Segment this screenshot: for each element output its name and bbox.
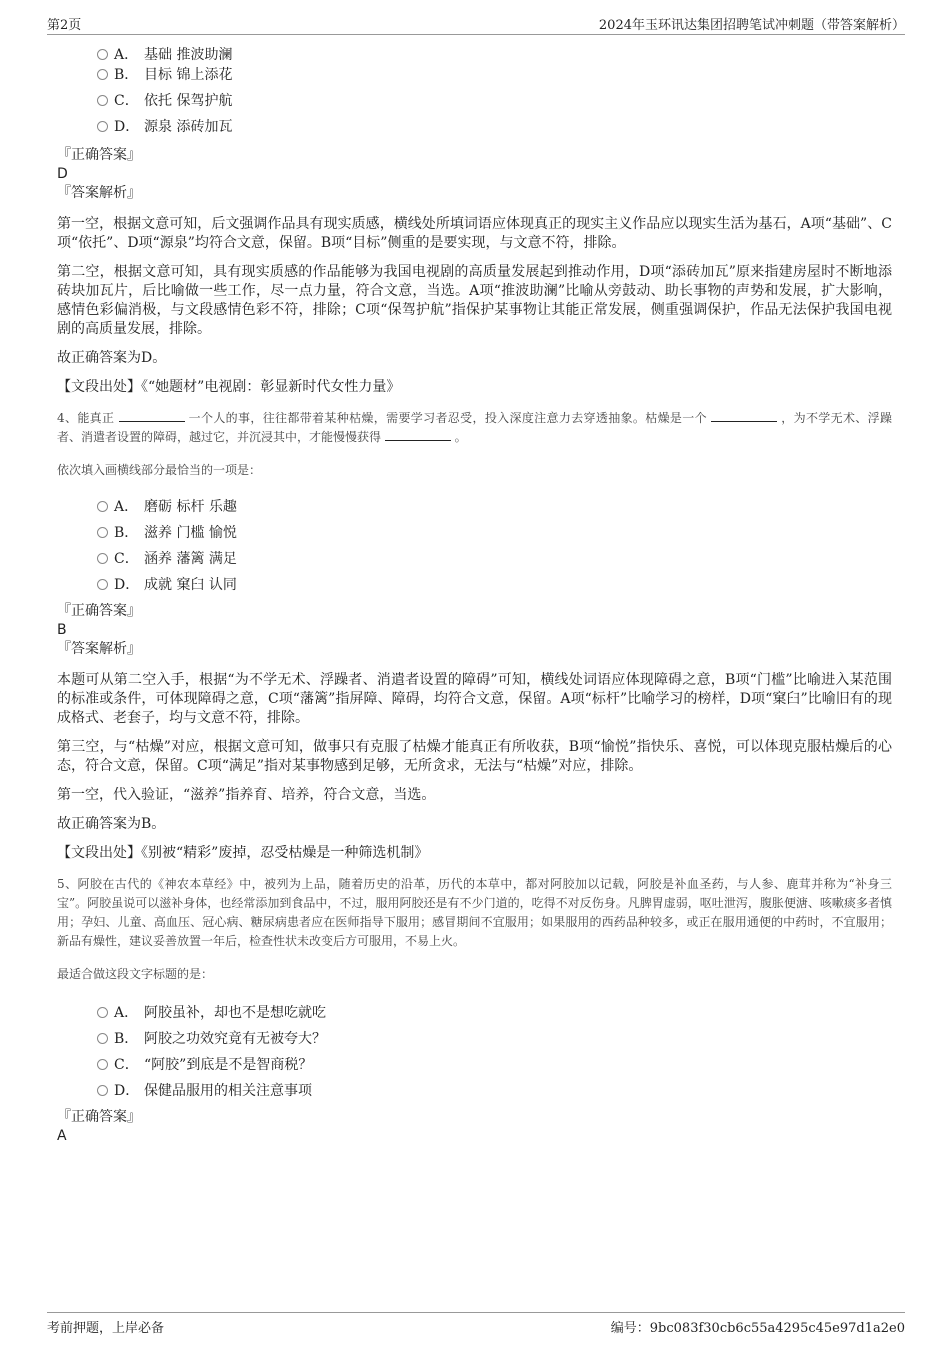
q3-option-d[interactable]: D． 源泉 添砖加瓦: [97, 114, 892, 140]
footer-slogan: 考前押题，上岸必备: [47, 1321, 165, 1336]
q3-option-a[interactable]: A． 基础 推波助澜: [97, 44, 892, 66]
q3-source: 【文段出处】《“她题材”电视剧：彰显新时代女性力量》: [57, 379, 401, 395]
q4-instruction: 依次填入画横线部分最恰当的一项是：: [57, 463, 262, 477]
q3-options: [97, 44, 892, 140]
q5-option-b[interactable]: B． 阿胶之功效究竟有无被夸大？: [97, 1026, 892, 1052]
radio-icon[interactable]: [97, 1033, 108, 1044]
radio-icon[interactable]: [97, 579, 108, 590]
document-title: 2024年玉环讯达集团招聘笔试冲刺题（带答案解析）: [598, 18, 905, 33]
page-number: 第2页: [47, 18, 82, 33]
answer-label: 『正确答案』: [57, 1109, 141, 1125]
q5-option-c[interactable]: C． “阿胶”到底是不是智商税？: [97, 1052, 892, 1078]
radio-icon[interactable]: [97, 1085, 108, 1096]
q4-analysis-p2: 第三空，与“枯燥”对应，根据文意可知，做事只有克服了枯燥才能真正有所收获，B项“愉悦”指快乐、喜悦，可以体现克服枯燥后的心态，符合文意，保留。C项“满足”指对某事物感到足够，无所贪求，无法与“枯燥”对应，排除。: [57, 739, 892, 774]
q4-options: [97, 494, 892, 598]
q5-answer: A: [57, 1128, 67, 1144]
blank-line: [711, 409, 777, 422]
page-footer: [47, 1312, 905, 1335]
radio-icon[interactable]: [97, 69, 108, 80]
q5-stem: 5、阿胶在古代的《神农本草经》中，被列为上品，随着历史的沿革，历代的本草中，都对阿胶加以记载，阿胶是补血圣药，与人参、鹿茸并称为“补身三宝”。阿胶虽说可以滋补身体，也经常添加到食品中，不过，服用阿胶还是有不少门道的，吃得不对反伤身。凡脾胃虚弱，呕吐泄泻，腹胀便溏、咳嗽痰多者慎用；孕妇、儿童、高血压、冠心病、糖尿病患者应在医师指导下服用；感冒期间不宜服用；如果服用的西药品种较多，或正在服用通便的中药时，不宜服用；新品有燥性，建议妥善放置一年后，检查性状未改变后方可服用，不易上火。: [57, 877, 892, 948]
q4-analysis-p3: 第一空，代入验证，“滋养”指养育、培养，符合文意，当选。: [57, 787, 436, 803]
q3-analysis-p2: 第二空，根据文意可知，具有现实质感的作品能够为我国电视剧的高质量发展起到推动作用，D项“添砖加瓦”原来指建房屋时不断地添砖块加瓦片，后比喻做一些工作，尽一点力量，符合文意，当选。A项“推波助澜”比喻从旁鼓动、助长事物的声势和发展，扩大影响，感情色彩偏消极，与文段感情色彩不符，排除；C项“保驾护航”指保护某事物让其能正常发展，侧重强调保护，作品无法保护我国电视剧的高质量发展，排除。: [57, 264, 892, 337]
q3-option-b[interactable]: B． 目标 锦上添花: [97, 66, 892, 88]
document-id: 编号：9bc083f30cb6c55a4295c45e97d1a2e0: [610, 1321, 905, 1336]
q4-source: 【文段出处】《别被“精彩”废掉，忍受枯燥是一种筛选机制》: [57, 845, 429, 861]
blank-line: [119, 409, 185, 422]
document-body: [57, 42, 892, 1146]
radio-icon[interactable]: [97, 553, 108, 564]
radio-icon[interactable]: [97, 1059, 108, 1070]
q4-option-b[interactable]: B． 滋养 门槛 愉悦: [97, 520, 892, 546]
q3-analysis-p1: 第一空，根据文意可知，后文强调作品具有现实质感，横线处所填词语应体现真正的现实主义作品应以现实生活为基石，A项“基础”、C项“依托”、D项“源泉”均符合文意，保留。B项“目标”侧重的是要实现，与文意不符，排除。: [57, 216, 892, 251]
answer-label: 『正确答案』: [57, 603, 141, 619]
radio-icon[interactable]: [97, 1007, 108, 1018]
q4-stem: 4、能真正 一个人的事，往往都带着某种枯燥，需要学习者忍受，投入深度注意力去穿透抽象。枯燥是一个 ，为不学无术、浮躁者、消遣者设置的障碍，越过它，并沉浸其中，才能慢慢获得 。: [57, 411, 892, 444]
q5-options: [97, 1000, 892, 1104]
radio-icon[interactable]: [97, 121, 108, 132]
q3-analysis-p3: 故正确答案为D。: [57, 350, 167, 366]
q4-option-d[interactable]: D． 成就 窠臼 认同: [97, 572, 892, 598]
q4-option-a[interactable]: A． 磨砺 标杆 乐趣: [97, 494, 892, 520]
q3-option-c[interactable]: C． 依托 保驾护航: [97, 88, 892, 114]
q4-answer: B: [57, 622, 67, 638]
radio-icon[interactable]: [97, 501, 108, 512]
q5-instruction: 最适合做这段文字标题的是：: [57, 967, 214, 981]
q3-answer: D: [57, 166, 68, 182]
page-header: [47, 14, 905, 35]
analysis-label: 『答案解析』: [57, 641, 141, 657]
blank-line: [385, 428, 451, 441]
q4-analysis-p1: 本题可从第二空入手，根据“为不学无术、浮躁者、消遣者设置的障碍”可知，横线处词语应体现障碍之意，B项“门槛”比喻进入某范围的标准或条件，可体现障碍之意，C项“藩篱”指屏障、障碍，均符合文意，保留。A项“标杆”比喻学习的榜样，D项“窠臼”比喻旧有的现成格式、老套子，均与文意不符，排除。: [57, 672, 892, 726]
q4-analysis-p4: 故正确答案为B。: [57, 816, 166, 832]
radio-icon[interactable]: [97, 49, 108, 60]
answer-label: 『正确答案』: [57, 147, 141, 163]
radio-icon[interactable]: [97, 527, 108, 538]
radio-icon[interactable]: [97, 95, 108, 106]
analysis-label: 『答案解析』: [57, 185, 141, 201]
q5-option-d[interactable]: D． 保健品服用的相关注意事项: [97, 1078, 892, 1104]
q4-option-c[interactable]: C． 涵养 藩篱 满足: [97, 546, 892, 572]
q5-option-a[interactable]: A． 阿胶虽补，却也不是想吃就吃: [97, 1000, 892, 1026]
